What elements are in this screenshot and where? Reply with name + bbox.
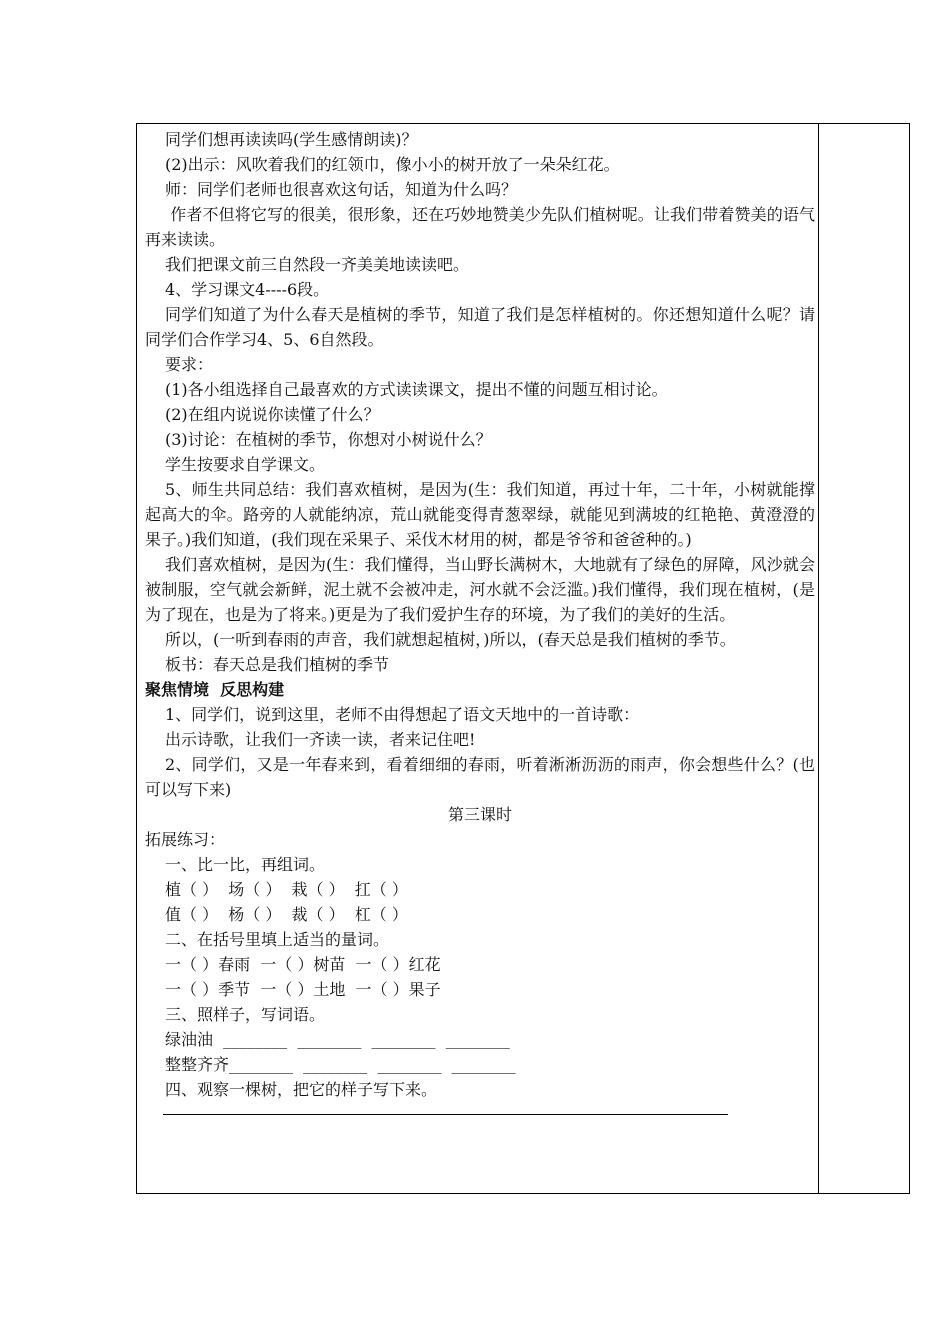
text-line: 我们把课文前三自然段一齐美美地读读吧。 [165,255,470,274]
text-line: 三、照样子，写词语。 [165,1005,326,1024]
section-heading: 聚焦情境 反思构建 [145,680,285,699]
text-line: 学生按要求自学课文。 [165,455,326,474]
lesson-period-title: 第三课时 [447,805,512,824]
text-line: 1、同学们，说到这里，老师不由得想起了语文天地中的一首诗歌： [165,705,640,724]
lesson-content [145,127,815,1115]
text-line: (3)讨论：在植树的季节，你想对小树说什么？ [165,430,492,449]
text-line: 值（ ） 杨（ ） 裁（ ） 杠（ ） [165,905,408,924]
text-line: 一、比一比，再组词。 [165,855,326,874]
table-column-divider [818,123,819,1194]
text-line: 4、学习课文4----6段。 [165,280,330,299]
text-line: 整整齐齐________ ________ ________ ________ [165,1055,516,1074]
text-line: (2)出示：风吹着我们的红领巾，像小小的树开放了一朵朵红花。 [165,155,620,174]
text-line: (2)在组内说说你读懂了什么？ [165,405,380,424]
text-line: 一（ ）季节 一（ ）土地 一（ ）果子 [165,980,441,999]
text-line: 同学们想再读读吗(学生感情朗读)？ [165,130,418,149]
text-line: 绿油油 ________ ________ ________ ________ [165,1030,510,1049]
text-line: 5、师生共同总结：我们喜欢植树，是因为(生：我们知道，再过十年，二十年，小树就能撑起高大的伞。路旁的人就能纳凉，荒山就能变得青葱翠绿，就能见到满坡的红艳艳、黄澄澄的果子。)我们知道，(我们现在采果子、采伐木材用的树，都是爷爷和爸爸种的。) [145,480,815,549]
text-line: 师：同学们老师也很喜欢这句话，知道为什么吗？ [165,180,518,199]
text-line: 拓展练习： [145,830,226,849]
text-line: (1)各小组选择自己最喜欢的方式读读课文，提出不懂的问题互相讨论。 [165,380,668,399]
text-line: 作者不但将它写的很美，很形象，还在巧妙地赞美少先队们植树呢。让我们带着赞美的语气再来读读。 [145,205,815,249]
text-line: 同学们知道了为什么春天是植树的季节，知道了我们是怎样植树的。你还想知道什么呢？请同学们合作学习4、5、6自然段。 [145,305,815,349]
text-line: 我们喜欢植树，是因为(生：我们懂得，当山野长满树木，大地就有了绿色的屏障，风沙就会被制服，空气就会新鲜，泥土就不会被冲走，河水就不会泛滥。)我们懂得，我们现在植树，(是为了现在，也是为了将来。)更是为了我们爱护生存的环境，为了我们的美好的生活。 [145,555,815,624]
text-line: 二、在括号里填上适当的量词。 [165,930,390,949]
text-line: 2、同学们，又是一年春来到，看着细细的春雨，听着淅淅沥沥的雨声，你会想些什么？(也可以写下来) [145,755,815,799]
text-line: 要求： [165,355,214,374]
text-line: 四、观察一棵树，把它的样子写下来。 [165,1080,438,1099]
text-line: 板书：春天总是我们植树的季节 [165,655,390,674]
text-line: 植（ ） 场（ ） 栽（ ） 扛（ ） [165,880,408,899]
text-line: 所以，(一听到春雨的声音，我们就想起植树，)所以，(春天总是我们植树的季节。 [165,630,736,649]
text-line: 一（ ）春雨 一（ ）树苗 一（ ）红花 [165,955,441,974]
writing-line [163,1114,728,1115]
text-line: 出示诗歌，让我们一齐读一读，者来记住吧! [165,730,476,749]
